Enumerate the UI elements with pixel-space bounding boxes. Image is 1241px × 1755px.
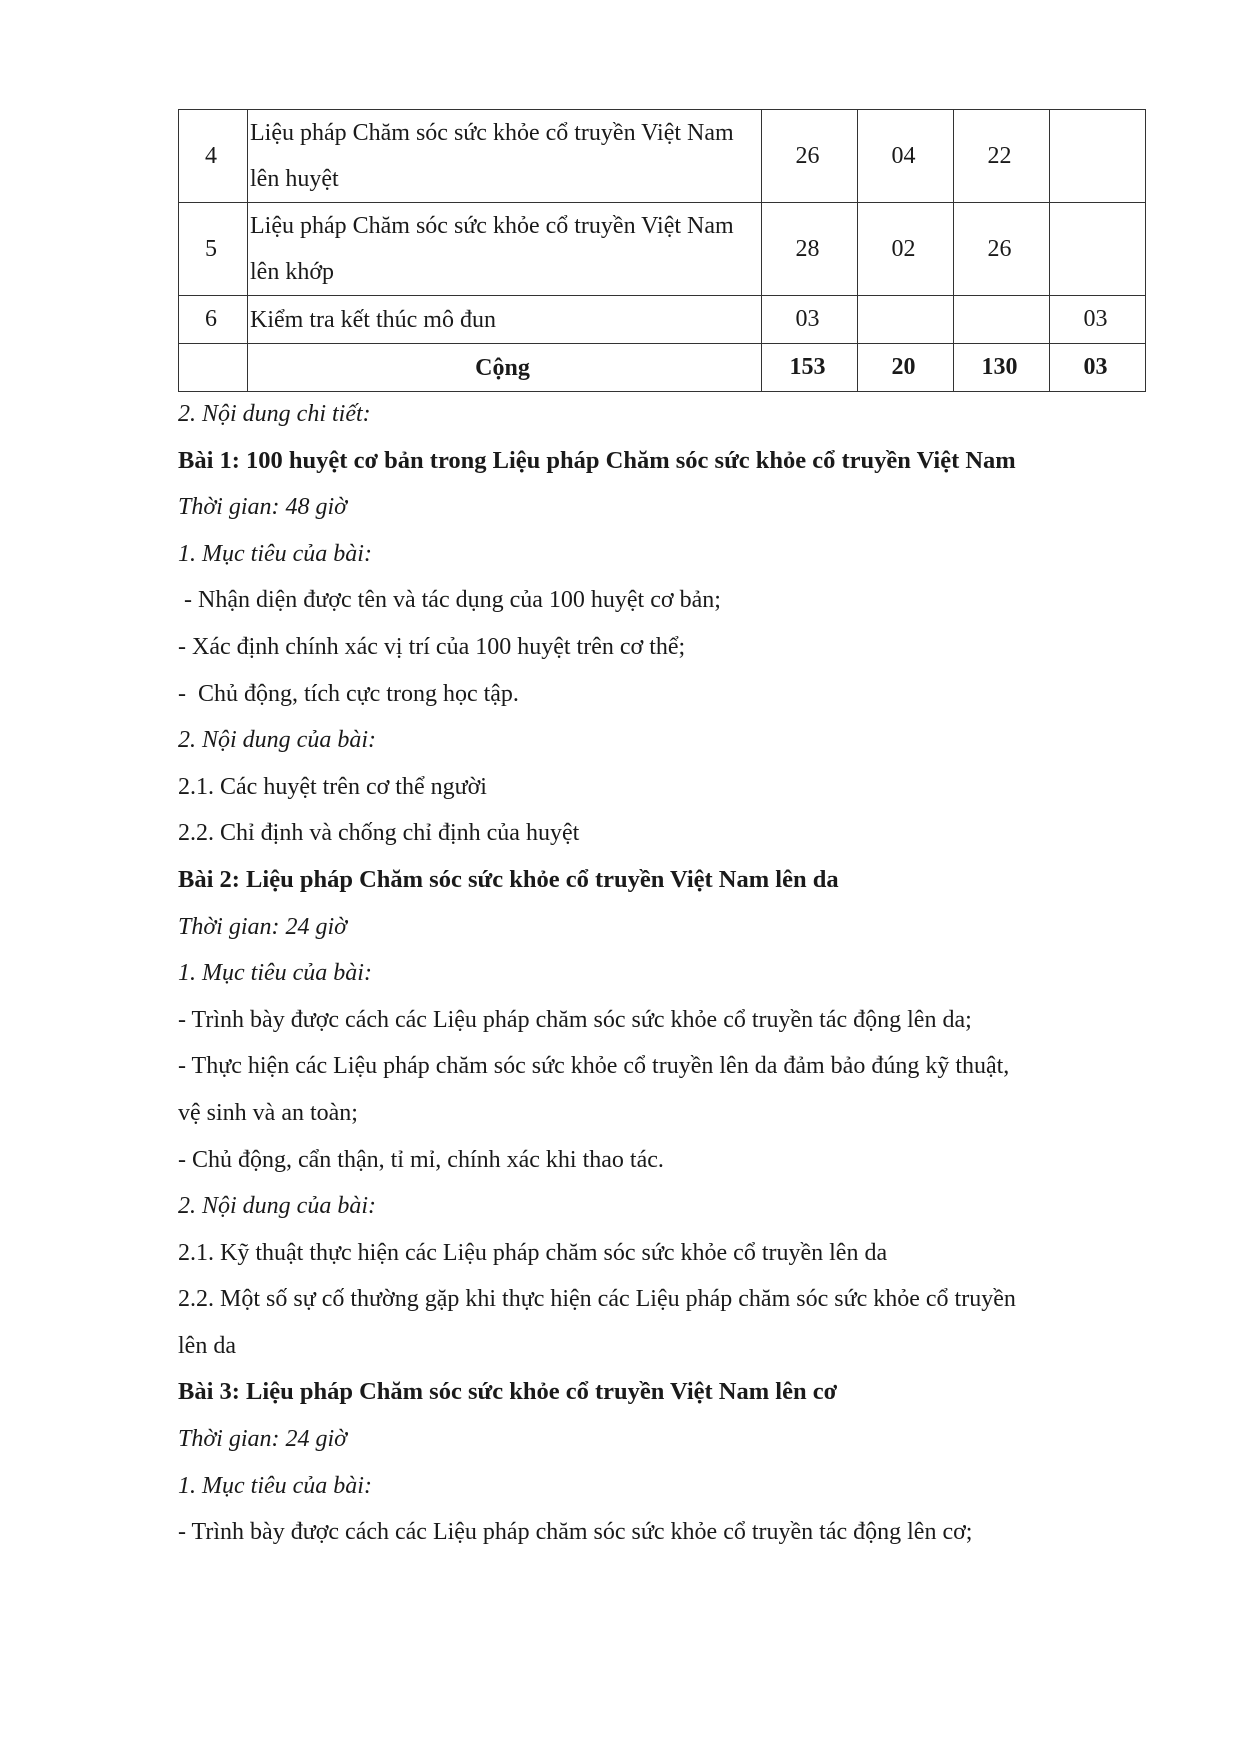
lesson-3-time: Thời gian: 24 giờ <box>178 1426 347 1453</box>
row-exam <box>1050 203 1146 296</box>
row-exam <box>1050 110 1146 203</box>
lesson-1-title: Bài 1: 100 huyệt cơ bản trong Liệu pháp Chăm sóc sức khỏe cổ truyền Việt Nam <box>178 446 1016 474</box>
total-exam: 03 <box>1050 344 1146 392</box>
lesson-2-content-item: 2.1. Kỹ thuật thực hiện các Liệu pháp chăm sóc sức khỏe cổ truyền lên da <box>178 1239 888 1266</box>
lesson-3-title: Bài 3: Liệu pháp Chăm sóc sức khỏe cổ truyền Việt Nam lên cơ <box>178 1378 838 1406</box>
row-practice: 26 <box>954 203 1050 296</box>
lesson-2-content-item: 2.2. Một số sự cố thường gặp khi thực hiện các Liệu pháp chăm sóc sức khỏe cổ truyền <box>178 1286 1016 1313</box>
lesson-1-time: Thời gian: 48 giờ <box>178 494 347 521</box>
table-row <box>179 110 1146 203</box>
lesson-2-content-item: lên da <box>178 1332 236 1359</box>
lesson-2-goal: vệ sinh và an toàn; <box>178 1099 358 1126</box>
row-practice: 22 <box>954 110 1050 203</box>
table-total-row <box>179 344 1146 392</box>
row-total: 03 <box>762 296 858 344</box>
module-hours-table <box>178 109 1146 392</box>
row-theory: 04 <box>858 110 954 203</box>
lesson-2-time: Thời gian: 24 giờ <box>178 913 347 940</box>
lesson-1-content-item: 2.2. Chỉ định và chống chỉ định của huyệt <box>178 820 580 847</box>
row-number: 6 <box>179 296 248 344</box>
lesson-3-goals-heading: 1. Mục tiêu của bài: <box>178 1472 372 1499</box>
total-hours: 153 <box>762 344 858 392</box>
lesson-1-goal: - Nhận diện được tên và tác dụng của 100 huyệt cơ bản; <box>178 587 721 614</box>
lesson-2-goal: - Trình bày được cách các Liệu pháp chăm sóc sức khỏe cổ truyền tác động lên da; <box>178 1006 972 1033</box>
lesson-1-goal: - Chủ động, tích cực trong học tập. <box>178 680 519 707</box>
row-total: 26 <box>762 110 858 203</box>
row-name: Liệu pháp Chăm sóc sức khỏe cổ truyền Việt Nam lên huyệt <box>248 110 762 203</box>
total-theory: 20 <box>858 344 954 392</box>
table-row <box>179 203 1146 296</box>
row-exam: 03 <box>1050 296 1146 344</box>
row-theory <box>858 296 954 344</box>
row-total: 28 <box>762 203 858 296</box>
lesson-2-content-heading: 2. Nội dung của bài: <box>178 1193 376 1220</box>
lesson-1-content-heading: 2. Nội dung của bài: <box>178 727 376 754</box>
row-name: Kiểm tra kết thúc mô đun <box>248 296 762 344</box>
total-label: Cộng <box>248 344 762 392</box>
section-heading: 2. Nội dung chi tiết: <box>178 401 371 427</box>
lesson-1-goal: - Xác định chính xác vị trí của 100 huyệt trên cơ thể; <box>178 633 686 660</box>
lesson-1-goals-heading: 1. Mục tiêu của bài: <box>178 540 372 567</box>
row-number: 5 <box>179 203 248 296</box>
row-theory: 02 <box>858 203 954 296</box>
table-row <box>179 296 1146 344</box>
total-practice: 130 <box>954 344 1050 392</box>
total-number <box>179 344 248 392</box>
lesson-2-goal: - Chủ động, cẩn thận, tỉ mỉ, chính xác khi thao tác. <box>178 1146 664 1173</box>
lesson-2-title: Bài 2: Liệu pháp Chăm sóc sức khỏe cổ truyền Việt Nam lên da <box>178 865 839 893</box>
lesson-3-goal: - Trình bày được cách các Liệu pháp chăm sóc sức khỏe cổ truyền tác động lên cơ; <box>178 1519 973 1546</box>
row-name: Liệu pháp Chăm sóc sức khỏe cổ truyền Việt Nam lên khớp <box>248 203 762 296</box>
lesson-1-content-item: 2.1. Các huyệt trên cơ thể người <box>178 773 487 800</box>
row-number: 4 <box>179 110 248 203</box>
row-practice <box>954 296 1050 344</box>
lesson-2-goals-heading: 1. Mục tiêu của bài: <box>178 960 372 987</box>
lesson-2-goal: - Thực hiện các Liệu pháp chăm sóc sức khỏe cổ truyền lên da đảm bảo đúng kỹ thuật, <box>178 1053 1010 1080</box>
detailed-content <box>178 391 1128 1556</box>
